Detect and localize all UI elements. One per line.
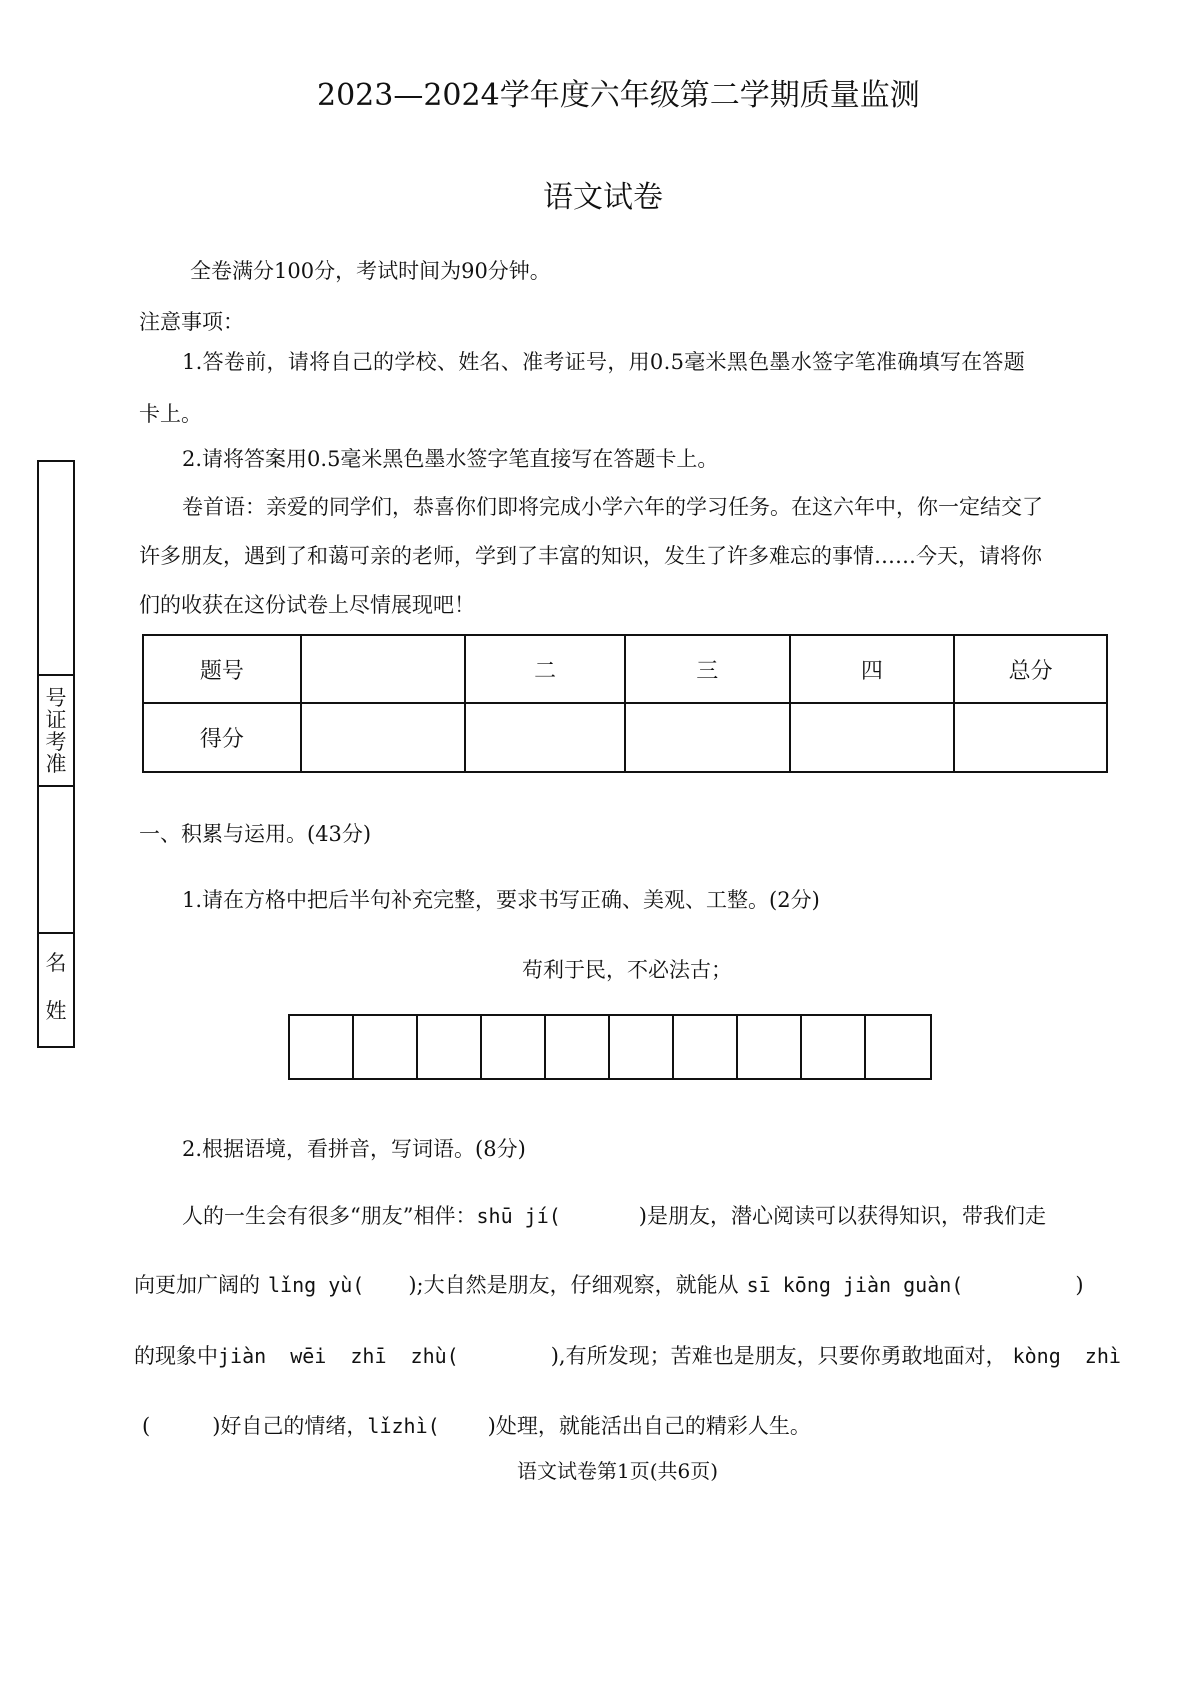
grid-cell[interactable] [866,1016,930,1078]
page-footer: 语文试卷第1页(共6页) [517,1459,719,1483]
pinyin: sī kōng jiàn guàn( [746,1273,964,1297]
grid-cell[interactable] [354,1016,418,1078]
q2-text: 向更加广阔的 [134,1273,260,1297]
q2-text: 人的一生会有很多“朋友”相伴： [182,1204,477,1228]
strip-char: 证 [45,708,67,732]
grid-cell[interactable] [418,1016,482,1078]
notice-item-1: 1.答卷前，请将自己的学校、姓名、准考证号，用0.5毫米黑色墨水签字笔准确填写在答题 [182,350,1026,374]
strip-char: 姓 [45,999,67,1023]
grid-cell[interactable] [802,1016,866,1078]
q2-line-3 [134,1340,1121,1370]
strip-char: 考 [45,730,67,754]
score-input-cell[interactable] [954,703,1107,772]
score-header-cell: 四 [790,635,955,703]
q2-text: )是朋友，潜心阅读可以获得知识，带我们走 [638,1204,1046,1228]
score-header-cell: 总分 [954,635,1107,703]
score-header-cell: 三 [625,635,790,703]
preface-line-3: 们的收获在这份试卷上尽情展现吧！ [139,593,475,617]
strip-char: 名 [45,951,67,975]
q2-text: ( [142,1414,151,1438]
question-2: 2.根据语境，看拼音，写词语。(8分) [182,1137,526,1161]
pinyin: shū jí( [476,1204,561,1228]
notice-item-2: 2.请将答案用0.5毫米黑色墨水签字笔直接写在答题卡上。 [182,447,719,471]
score-input-cell[interactable] [465,703,625,772]
full-score-text: 全卷满分100分，考试时间为90分钟。 [190,259,551,283]
q2-text: ) [1075,1273,1084,1297]
question-1: 1.请在方格中把后半句补充完整，要求书写正确、美观、工整。(2分) [182,888,820,912]
grid-cell[interactable] [738,1016,802,1078]
score-header-cell: 题号 [143,635,301,703]
q2-line-4 [142,1410,811,1440]
pinyin: jiàn wēi zhī zhù( [218,1344,459,1368]
q2-text: )好自己的情绪， [212,1414,368,1438]
score-row-label: 得分 [143,703,301,772]
notice-heading: 注意事项： [139,310,244,334]
page-title: 2023—2024学年度六年级第二学期质量监测 [317,78,920,113]
grid-cell[interactable] [610,1016,674,1078]
grid-cell[interactable] [674,1016,738,1078]
q2-line-1 [182,1200,1046,1230]
section-heading: 一、积累与运用。(43分) [139,822,372,846]
preface-line-1: 卷首语：亲爱的同学们，恭喜你们即将完成小学六年的学习任务。在这六年中，你一定结交了 [182,495,1043,519]
q2-text: 的现象中 [134,1344,218,1368]
q2-text: ),有所发现；苦难也是朋友，只要你勇敢地面对， [550,1344,1007,1368]
q2-text: )处理，就能活出自己的精彩人生。 [487,1414,811,1438]
grid-cell[interactable] [290,1016,354,1078]
pinyin: kòng zhì [1012,1344,1121,1368]
strip-char: 准 [45,752,67,776]
paper-subtitle: 语文试卷 [543,180,663,215]
notice-item-1-cont: 卡上。 [139,402,202,426]
score-input-cell[interactable] [790,703,955,772]
preface-line-2: 许多朋友，遇到了和蔼可亲的老师，学到了丰富的知识，发生了许多难忘的事情……今天，请将你 [139,544,1042,568]
pinyin: lǐzhì( [367,1414,440,1438]
score-input-cell[interactable] [301,703,466,772]
score-header-cell [301,635,466,703]
score-header-cell: 二 [465,635,625,703]
question-1-prompt: 苟利于民，不必法古； [522,958,732,982]
binding-strip [37,460,75,1048]
q2-text: );大自然是朋友，仔细观察，就能从 [408,1273,739,1297]
pinyin: lǐng yù( [268,1273,365,1297]
strip-char: 号 [45,686,67,710]
q2-line-2 [134,1269,1084,1299]
writing-grid [288,1014,932,1080]
grid-cell[interactable] [482,1016,546,1078]
score-input-cell[interactable] [625,703,790,772]
score-table [142,634,1108,773]
grid-cell[interactable] [546,1016,610,1078]
